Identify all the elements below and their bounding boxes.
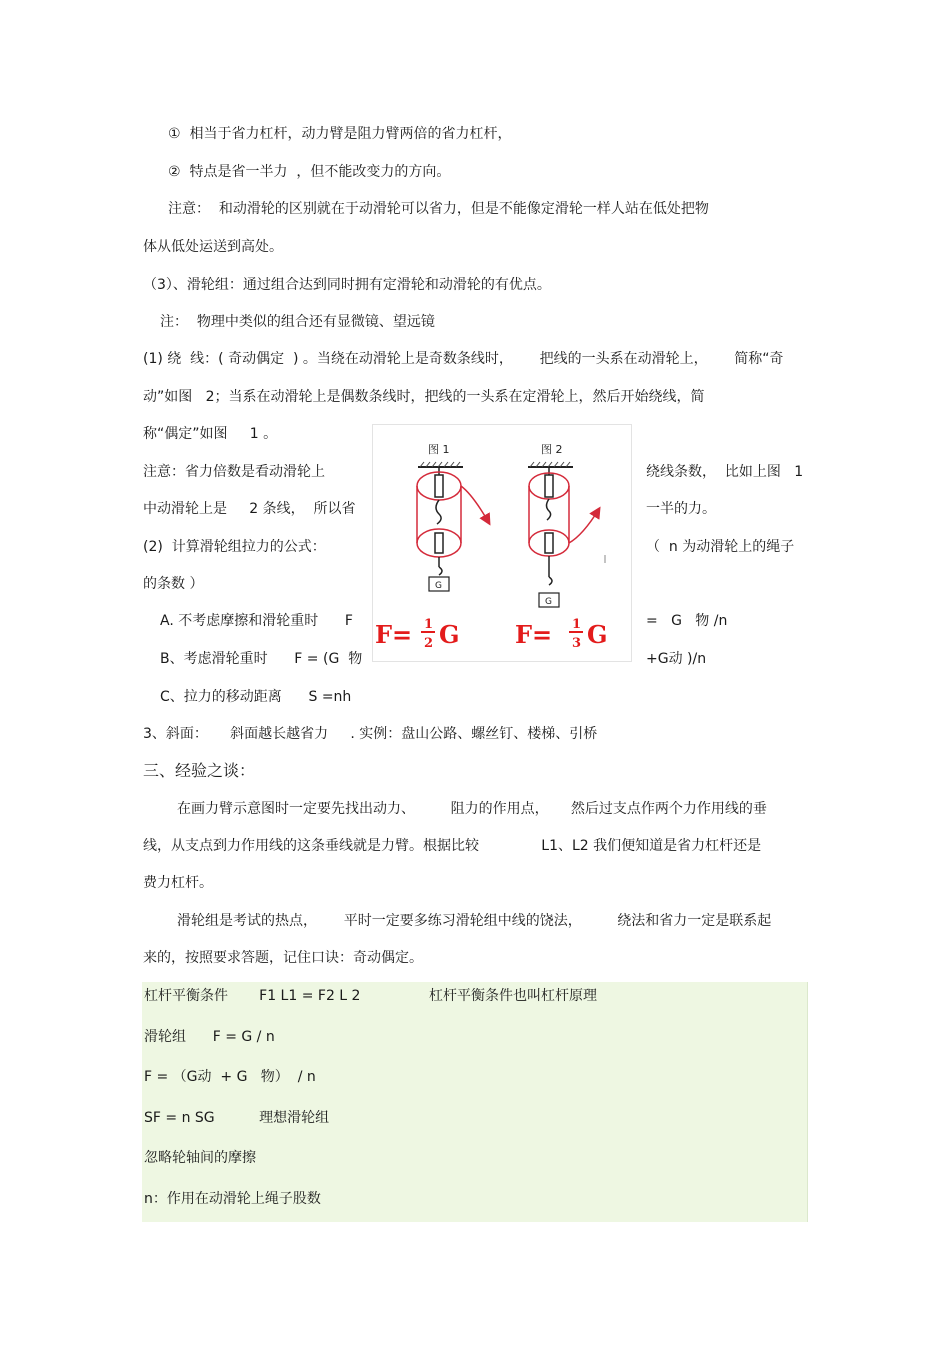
text-line: 注意：省力倍数是看动滑轮上 (143, 464, 325, 480)
formula-summary-box (142, 982, 808, 1222)
svg-text:G: G (587, 620, 608, 649)
formula-lever-note: 杠杆平衡条件也叫杠杆原理 (429, 988, 597, 1004)
formula-note-n: n：作用在动滑轮上绳子股数 (144, 1191, 321, 1207)
text-line: 一半的力。 (646, 501, 716, 517)
formula-f-third-g (515, 617, 608, 651)
svg-text:2: 2 (424, 636, 434, 651)
section-heading-pulley-block: （3）、滑轮组：通过组合达到同时拥有定滑轮和动滑轮的有优点。 (143, 277, 551, 293)
text-line: +G动 )/n (646, 651, 707, 667)
text-line: 注意： 和动滑轮的区别就在于动滑轮可以省力，但是不能像定滑轮一样人站在低处把物 (168, 201, 709, 217)
text-line: 注： 物理中类似的组合还有显微镜、望远镜 (160, 314, 435, 330)
text-line: 的条数 ） (143, 576, 204, 592)
svg-text:3: 3 (572, 636, 582, 651)
text-line: 3、斜面： 斜面越长越省力 . 实例：盘山公路、螺丝钉、楼梯、引桥 (143, 726, 598, 742)
pulley-diagram (373, 425, 631, 661)
pulley-figure (372, 424, 632, 662)
text-line: 中动滑轮上是 2 条线， 所以省 (143, 501, 356, 517)
text-line: 线，从支点到力作用线的这条垂线就是力臂。根据比较 L1、L2 我们便知道是省力杠杆还是 (143, 838, 762, 854)
text-line: 滑轮组是考试的热点， 平时一定要多练习滑轮组中线的饶法， 绕法和省力一定是联系起 (177, 913, 772, 929)
svg-text:G: G (439, 620, 460, 649)
text-line: ② 特点是省一半力 ，但不能改变力的方向。 (168, 164, 451, 180)
text-line: 费力杠杆。 (143, 875, 213, 891)
text-line: 动”如图 2；当系在动滑轮上是偶数条线时，把线的一头系在定滑轮上，然后开始绕线，简 (143, 389, 705, 405)
formula-lever-balance: 杠杆平衡条件 F1 L1 = F2 L 2 (144, 988, 361, 1004)
figure-1-weight-label: G (435, 581, 442, 591)
figure-2-pulley (528, 462, 605, 607)
formula-distance: SF = n SG 理想滑轮组 (144, 1110, 330, 1126)
figure-1-caption: 图 1 (428, 443, 450, 456)
text-line: 来的，按照要求答题，记住口诀：奇动偶定。 (143, 950, 423, 966)
text-line: C、拉力的移动距离 S =nh (160, 689, 352, 705)
text-line: 在画力臂示意图时一定要先找出动力、 阻力的作用点， 然后过支点作两个力作用线的垂 (177, 801, 767, 817)
figure-2-caption: 图 2 (541, 443, 563, 456)
svg-text:1: 1 (572, 617, 582, 632)
text-line: (1) 绕 线：( 奇动偶定 ) 。当绕在动滑轮上是奇数条线时， 把线的一头系在动滑轮上， 简称“奇 (143, 351, 784, 367)
text-line: = G 物 /n (646, 613, 728, 629)
text-line: 体从低处运送到高处。 (143, 239, 283, 255)
formula-f-half-g (375, 617, 460, 651)
formula-note-friction: 忽略轮轴间的摩擦 (144, 1150, 256, 1166)
text-line: 称“偶定”如图 1 。 (143, 426, 278, 442)
formula-pulley-block: 滑轮组 F = G / n (144, 1029, 275, 1045)
text-line: A. 不考虑摩擦和滑轮重时 F (160, 613, 353, 629)
svg-text:1: 1 (424, 617, 434, 632)
text-line: ① 相当于省力杠杆，动力臂是阻力臂两倍的省力杠杆， (168, 126, 512, 142)
text-line: (2) 计算滑轮组拉力的公式： (143, 539, 326, 555)
svg-text:F=: F= (375, 620, 413, 649)
section-heading-experience: 三、经验之谈： (143, 761, 256, 780)
text-line: （ n 为动滑轮上的绳子 (646, 539, 795, 555)
figure-2-weight-label: G (545, 597, 552, 607)
text-line: 绕线条数， 比如上图 1 (646, 464, 804, 480)
svg-text:F=: F= (515, 620, 553, 649)
text-line: B、考虑滑轮重时 F = (G 物 (160, 651, 363, 667)
formula-pulley-with-weight: F = （G动 + G 物） / n (144, 1069, 316, 1085)
figure-1-pulley (417, 462, 489, 591)
